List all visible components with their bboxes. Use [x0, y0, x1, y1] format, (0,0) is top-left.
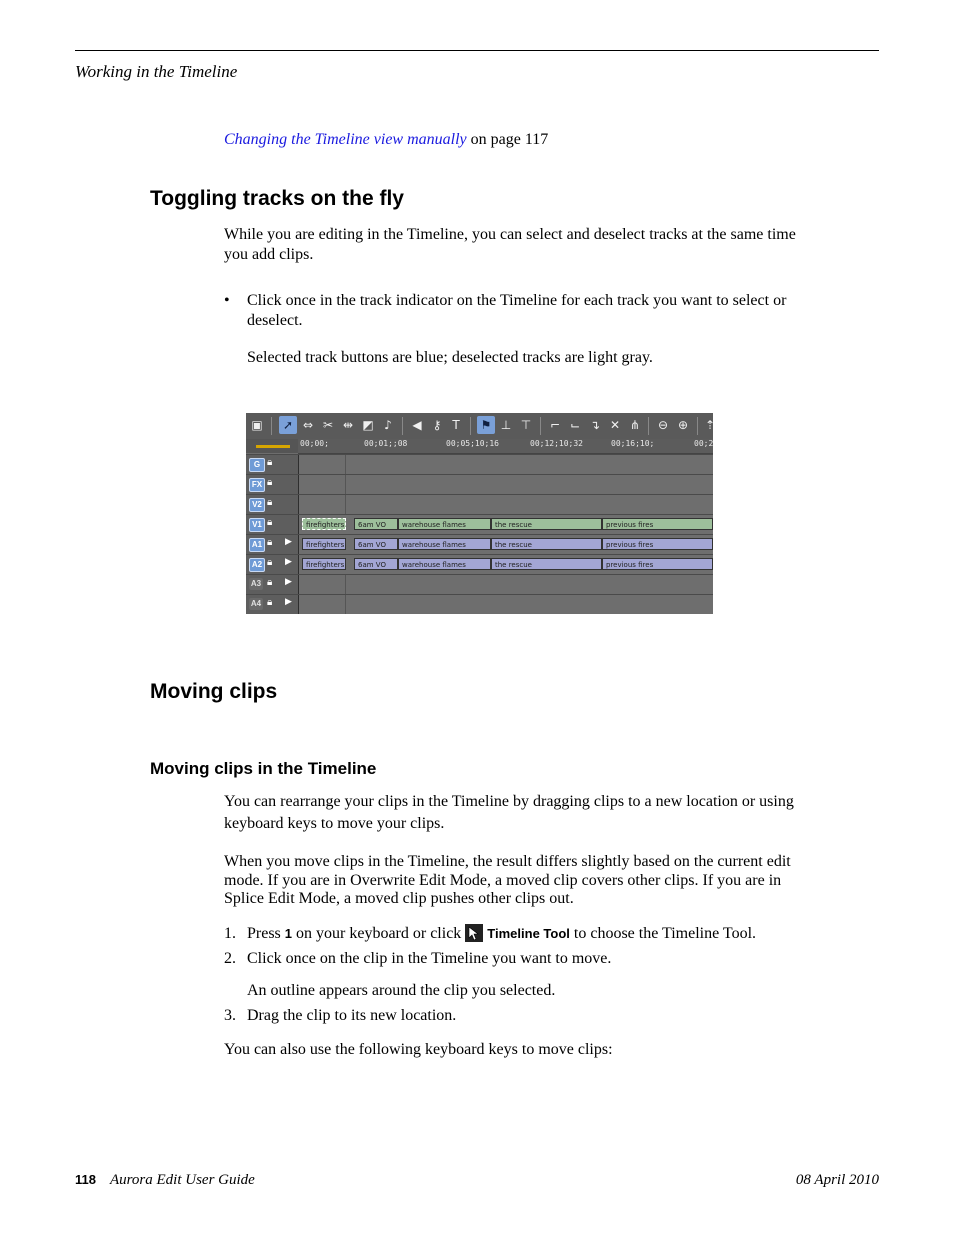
subsection-heading: Moving clips in the Timeline [150, 759, 377, 778]
lock-icon[interactable]: 🔒︎ [267, 477, 273, 488]
speaker-icon[interactable]: ◀ [412, 418, 422, 432]
snap-icon[interactable]: ⚑ [477, 416, 495, 434]
timeline-tool-icon[interactable]: ➚ [279, 416, 297, 434]
timeline-toolbar [246, 413, 716, 440]
timeline-clip[interactable]: warehouse flames [398, 518, 491, 530]
step-1-post: to choose the Timeline Tool. [569, 925, 757, 942]
monitor-icon[interactable]: ▣ [251, 418, 263, 432]
track-fx [246, 474, 713, 494]
overwrite-icon[interactable]: ⌙ [569, 418, 581, 432]
play-icon[interactable]: ▶ [285, 557, 292, 567]
lift-icon[interactable]: ⊤ [520, 418, 532, 432]
step-3: Drag the clip to its new location. [247, 1007, 457, 1024]
book-title: Aurora Edit User Guide [109, 1172, 255, 1188]
key-icon[interactable]: ⚷ [432, 418, 442, 432]
export-icon[interactable]: ⇡ [704, 418, 716, 432]
track-v2 [246, 494, 713, 514]
timeline-clip[interactable]: 6am VO [354, 538, 398, 550]
ruler-tick: 00;16;10; [611, 439, 655, 448]
track-button-a4[interactable]: A4 [250, 599, 262, 608]
delete-icon[interactable]: ✕ [609, 418, 621, 432]
page-number: 118 [75, 1172, 96, 1187]
step-number: 2. [224, 950, 236, 967]
crossref-link[interactable]: Changing the Timeline view manually [224, 131, 467, 148]
group-icon[interactable]: ⋔ [629, 418, 641, 432]
bullet-text: Click once in the track indicator on the Timeline for each track you want to select or deselect. [247, 292, 787, 329]
lock-icon[interactable]: 🔒︎ [267, 537, 273, 548]
tool-name: Timeline Tool [487, 926, 570, 941]
play-icon[interactable]: ▶ [285, 577, 292, 587]
keyboard-key: 1 [284, 926, 293, 941]
timeline-clip[interactable]: 6am VO [354, 558, 398, 570]
slip-tool-icon[interactable]: ⇔ [302, 418, 314, 432]
timeline-clip[interactable]: the rescue [491, 518, 602, 530]
lock-icon[interactable]: 🔒︎ [267, 557, 273, 568]
intro-paragraph: While you are editing in the Timeline, you can select and deselect tracks at the same time you add clips. [224, 226, 796, 263]
track-v1 [246, 514, 713, 534]
insert-icon[interactable]: ⊥ [500, 418, 512, 432]
track-button-fx[interactable]: FX [249, 478, 265, 492]
track-button-a3[interactable]: A3 [250, 579, 262, 588]
timeline-clip[interactable]: firefighters [302, 558, 346, 570]
note-text: Selected track buttons are blue; deselected tracks are light gray. [247, 349, 653, 366]
track-g [246, 454, 713, 474]
audio-icon[interactable]: ♪ [384, 418, 392, 432]
title-tool-icon[interactable]: T [452, 418, 460, 432]
track-button-v2[interactable]: V2 [249, 498, 265, 512]
lock-icon[interactable]: 🔒︎ [267, 517, 273, 528]
timeline-screenshot [246, 413, 716, 614]
track-button-v1[interactable]: V1 [249, 518, 265, 532]
paragraph-rearrange: You can rearrange your clips in the Timeline by dragging clips to a new location or using keyboard keys to move your clips. [224, 793, 794, 832]
step-number: 1. [224, 925, 236, 942]
section-heading-toggling: Toggling tracks on the fly [150, 187, 404, 210]
scrub-bar[interactable] [256, 445, 290, 448]
play-icon[interactable]: ▶ [285, 537, 292, 547]
timeline-clip[interactable]: the rescue [491, 538, 602, 550]
cross-reference [224, 130, 548, 150]
step-2: Click once on the clip in the Timeline you want to move. [247, 950, 612, 967]
track-a1 [246, 534, 713, 554]
splice-icon[interactable]: ⌐ [549, 418, 561, 432]
zoom-out-icon[interactable]: ⊖ [657, 418, 669, 432]
step-number: 3. [224, 1007, 236, 1024]
step-2-note: An outline appears around the clip you selected. [247, 982, 556, 999]
footer-date: 08 April 2010 [795, 1172, 879, 1188]
timeline-clip[interactable]: warehouse flames [398, 558, 491, 570]
timeline-clip[interactable]: firefighters [302, 538, 346, 550]
lock-icon[interactable]: 🔒︎ [267, 577, 273, 588]
lock-icon[interactable]: 🔒︎ [267, 497, 273, 508]
timeline-clip[interactable]: previous fires [602, 558, 713, 570]
step-1 [247, 924, 756, 944]
track-button-a2[interactable]: A2 [249, 558, 265, 572]
timeline-clip[interactable]: previous fires [602, 538, 713, 550]
running-head: Working in the Timeline [75, 62, 238, 81]
track-button-a1[interactable]: A1 [249, 538, 265, 552]
timeline-clip[interactable]: warehouse flames [398, 538, 491, 550]
ruler-tick: 00;05;10;16 [446, 439, 499, 448]
razor-icon[interactable]: ✂ [322, 418, 334, 432]
bullet-icon: • [224, 292, 230, 309]
ruler-tick: 00;2 [694, 439, 714, 448]
trim-tool-icon[interactable]: ⇹ [342, 418, 354, 432]
fade-icon[interactable]: ◩ [362, 418, 374, 432]
track-a2 [246, 554, 713, 574]
ruler-tick: 00;00; [300, 439, 329, 448]
ruler-tick: 00;12;10;32 [530, 439, 583, 448]
extract-icon[interactable]: ↴ [589, 418, 601, 432]
scrub-area[interactable] [246, 439, 298, 453]
timeline-clip[interactable]: 6am VO [354, 518, 398, 530]
timeline-tool-icon [465, 924, 483, 942]
track-a3 [246, 574, 713, 594]
timeline-clip[interactable]: firefighters [302, 518, 346, 530]
crossref-suffix: on page 117 [466, 131, 549, 148]
lock-icon[interactable]: 🔒︎ [267, 597, 273, 608]
play-icon[interactable]: ▶ [285, 597, 292, 607]
closing-paragraph: You can also use the following keyboard keys to move clips: [224, 1041, 613, 1058]
timeline-clip[interactable]: the rescue [491, 558, 602, 570]
section-heading-moving-clips: Moving clips [150, 680, 278, 703]
timeline-clip[interactable]: previous fires [602, 518, 713, 530]
lock-icon[interactable]: 🔒︎ [267, 457, 273, 468]
track-a4 [246, 594, 713, 614]
step-1-pre: Press [247, 925, 285, 942]
zoom-in-icon[interactable]: ⊕ [677, 418, 689, 432]
paragraph-edit-mode: When you move clips in the Timeline, the result differs slightly based on the current edit mode. If you are in Overwrite Edit Mode, a moved clip covers other clips. If you are in Splice Edit Mode, a moved clip pushes other clips out. [224, 853, 791, 907]
timecode-ruler[interactable] [298, 439, 713, 454]
header-rule [75, 50, 879, 51]
ruler-tick: 00;01;;08 [364, 439, 408, 448]
track-button-g[interactable]: G [249, 458, 265, 472]
footer-left [75, 1172, 255, 1189]
step-1-mid: on your keyboard or click [292, 925, 466, 942]
